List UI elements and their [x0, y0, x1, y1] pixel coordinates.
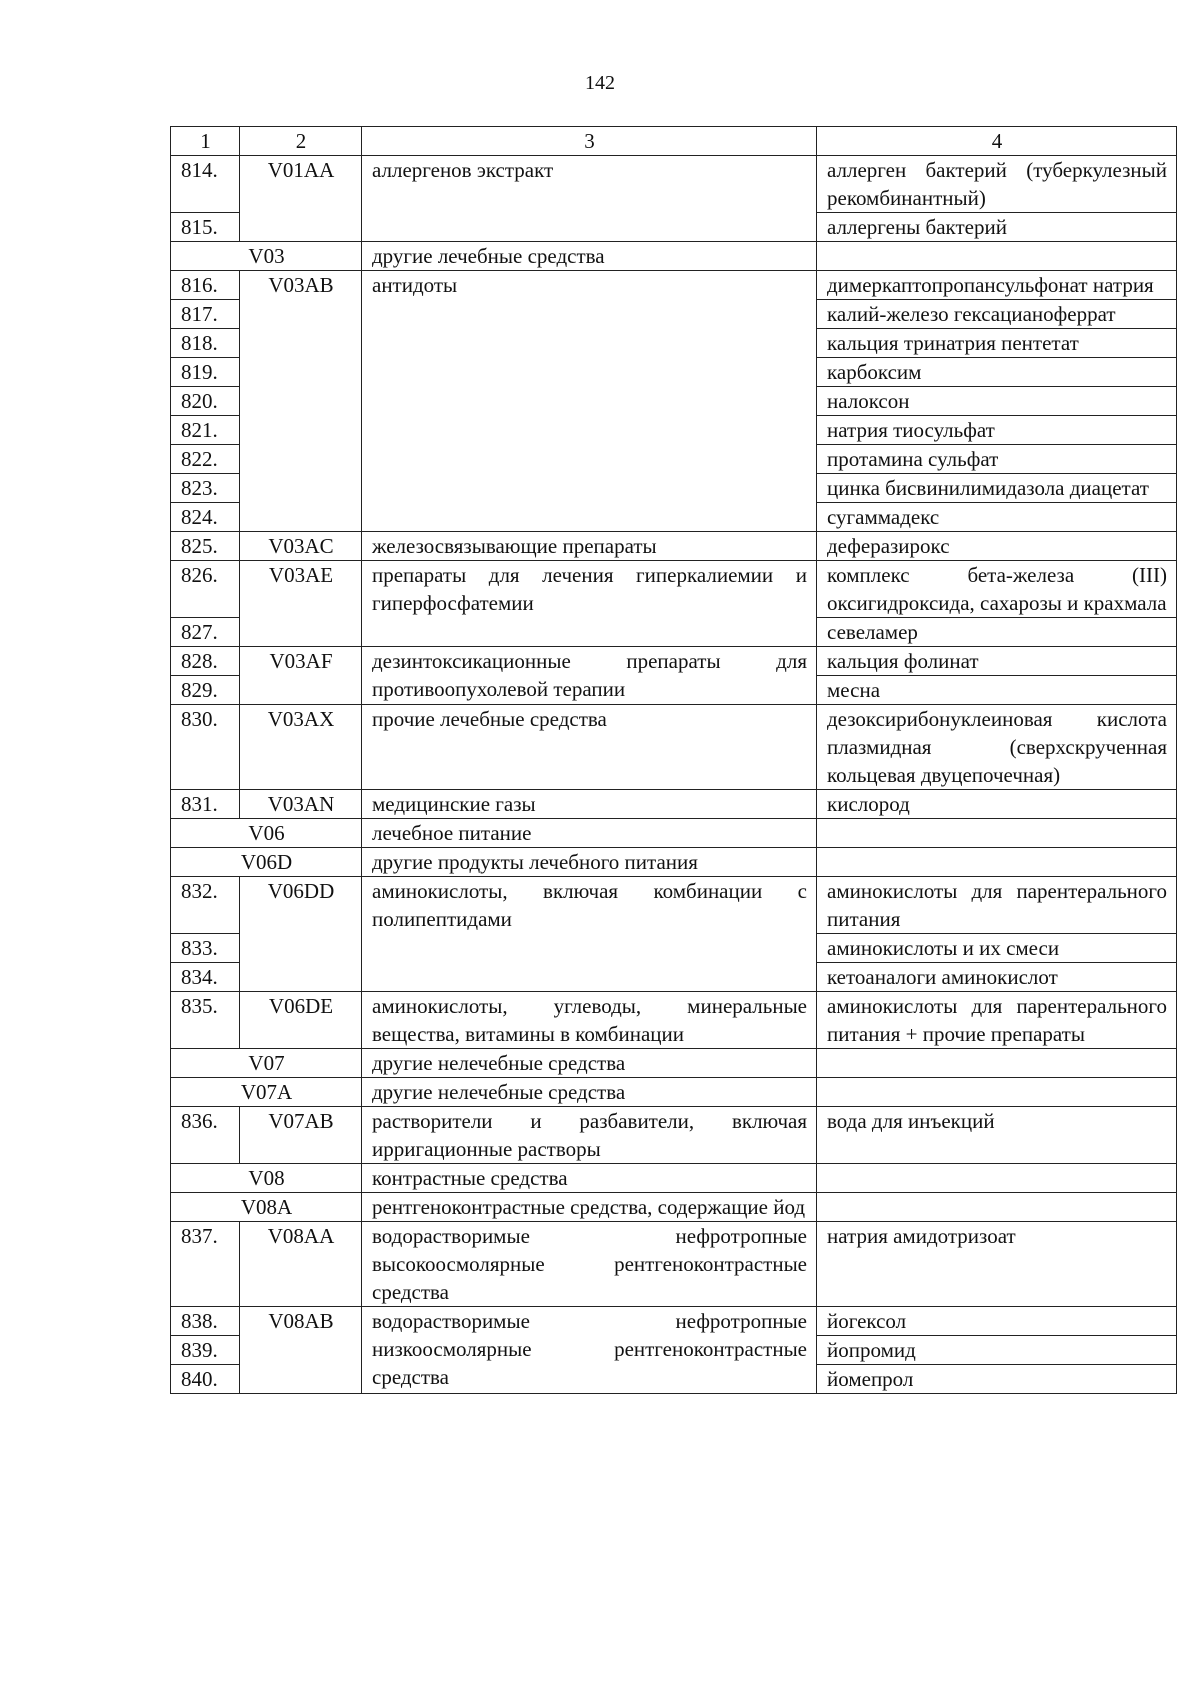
- drug-name: дезоксирибонуклеиновая кислота плазмидная (сверхскрученная кольцевая двуцепочечная): [817, 705, 1177, 790]
- row-number: 823.: [171, 474, 240, 503]
- group-name: железосвязывающие препараты: [362, 532, 817, 561]
- drug-name: деферазирокс: [817, 532, 1177, 561]
- row-number: 827.: [171, 618, 240, 647]
- table-row: [171, 1107, 1177, 1164]
- row-number: 821.: [171, 416, 240, 445]
- drug-name: месна: [817, 676, 1177, 705]
- row-number: 834.: [171, 963, 240, 992]
- drug-name: карбоксим: [817, 358, 1177, 387]
- row-number: 814.: [171, 156, 240, 213]
- section-code: V06D: [171, 848, 362, 877]
- section-row: [171, 1049, 1177, 1078]
- atc-code: V03AE: [240, 561, 362, 647]
- section-name: другие лечебные средства: [362, 242, 817, 271]
- drug-name: димеркаптопропансульфонат натрия: [817, 271, 1177, 300]
- section-row: [171, 1164, 1177, 1193]
- header-cell-2: 2: [240, 127, 362, 156]
- atc-code: V03AC: [240, 532, 362, 561]
- drug-name: аминокислоты и их смеси: [817, 934, 1177, 963]
- drug-name: йогексол: [817, 1307, 1177, 1336]
- section-code: V07A: [171, 1078, 362, 1107]
- group-name: аминокислоты, включая комбинации с полипептидами: [362, 877, 817, 992]
- empty-cell: [817, 1193, 1177, 1222]
- row-number: 829.: [171, 676, 240, 705]
- atc-code: V07AB: [240, 1107, 362, 1164]
- section-code: V08A: [171, 1193, 362, 1222]
- row-number: 837.: [171, 1222, 240, 1307]
- drug-name: кальция тринатрия пентетат: [817, 329, 1177, 358]
- table-row: [171, 647, 1177, 676]
- table-row: [171, 561, 1177, 618]
- section-name: другие продукты лечебного питания: [362, 848, 817, 877]
- drug-name: кислород: [817, 790, 1177, 819]
- empty-cell: [817, 1164, 1177, 1193]
- drug-name: аминокислоты для парентерального питания: [817, 877, 1177, 934]
- table-row: [171, 156, 1177, 213]
- row-number: 831.: [171, 790, 240, 819]
- drug-name: йомепрол: [817, 1365, 1177, 1394]
- row-number: 815.: [171, 213, 240, 242]
- section-code: V08: [171, 1164, 362, 1193]
- header-cell-4: 4: [817, 127, 1177, 156]
- section-name: рентгеноконтрастные средства, содержащие йод: [362, 1193, 817, 1222]
- row-number: 819.: [171, 358, 240, 387]
- header-cell-1: 1: [171, 127, 240, 156]
- section-name: лечебное питание: [362, 819, 817, 848]
- section-name: другие нелечебные средства: [362, 1078, 817, 1107]
- group-name: прочие лечебные средства: [362, 705, 817, 790]
- section-row: [171, 848, 1177, 877]
- empty-cell: [817, 242, 1177, 271]
- drug-name: протамина сульфат: [817, 445, 1177, 474]
- row-number: 826.: [171, 561, 240, 618]
- group-name: антидоты: [362, 271, 817, 532]
- section-row: [171, 1193, 1177, 1222]
- row-number: 840.: [171, 1365, 240, 1394]
- group-name: дезинтоксикационные препараты для противоопухолевой терапии: [362, 647, 817, 705]
- group-name: водорастворимые нефротропные низкоосмолярные рентгеноконтрастные средства: [362, 1307, 817, 1394]
- drug-name: калий-железо гексацианоферрат: [817, 300, 1177, 329]
- drug-name: кальция фолинат: [817, 647, 1177, 676]
- section-row: [171, 819, 1177, 848]
- drug-name: севеламер: [817, 618, 1177, 647]
- group-name: растворители и разбавители, включая ирригационные растворы: [362, 1107, 817, 1164]
- section-name: контрастные средства: [362, 1164, 817, 1193]
- drug-name: комплекс бета-железа (III) оксигидроксида, сахарозы и крахмала: [817, 561, 1177, 618]
- row-number: 816.: [171, 271, 240, 300]
- row-number: 838.: [171, 1307, 240, 1336]
- table-row: [171, 790, 1177, 819]
- table-row: [171, 532, 1177, 561]
- group-name: медицинские газы: [362, 790, 817, 819]
- row-number: 830.: [171, 705, 240, 790]
- group-name: водорастворимые нефротропные высокоосмолярные рентгеноконтрастные средства: [362, 1222, 817, 1307]
- table-row: [171, 1222, 1177, 1307]
- drug-name: аминокислоты для парентерального питания + прочие препараты: [817, 992, 1177, 1049]
- row-number: 817.: [171, 300, 240, 329]
- drug-name: натрия тиосульфат: [817, 416, 1177, 445]
- table-row: [171, 877, 1177, 934]
- table-row: [171, 1307, 1177, 1336]
- drug-name: сугаммадекс: [817, 503, 1177, 532]
- section-code: V03: [171, 242, 362, 271]
- page-number: 142: [585, 72, 615, 94]
- atc-code: V08AB: [240, 1307, 362, 1394]
- table-row: [171, 705, 1177, 790]
- row-number: 825.: [171, 532, 240, 561]
- drug-name: аллергены бактерий: [817, 213, 1177, 242]
- row-number: 824.: [171, 503, 240, 532]
- row-number: 820.: [171, 387, 240, 416]
- table-row: [171, 271, 1177, 300]
- empty-cell: [817, 1049, 1177, 1078]
- row-number: 836.: [171, 1107, 240, 1164]
- atc-code: V01AA: [240, 156, 362, 242]
- atc-code: V06DD: [240, 877, 362, 992]
- section-code: V07: [171, 1049, 362, 1078]
- drug-name: кетоаналоги аминокислот: [817, 963, 1177, 992]
- group-name: аминокислоты, углеводы, минеральные вещества, витамины в комбинации: [362, 992, 817, 1049]
- row-number: 818.: [171, 329, 240, 358]
- section-code: V06: [171, 819, 362, 848]
- row-number: 835.: [171, 992, 240, 1049]
- section-name: другие нелечебные средства: [362, 1049, 817, 1078]
- drug-name: йопромид: [817, 1336, 1177, 1365]
- empty-cell: [817, 1078, 1177, 1107]
- row-number: 833.: [171, 934, 240, 963]
- drug-name: цинка бисвинилимидазола диацетат: [817, 474, 1177, 503]
- atc-code: V03AN: [240, 790, 362, 819]
- drug-name: натрия амидотризоат: [817, 1222, 1177, 1307]
- empty-cell: [817, 848, 1177, 877]
- empty-cell: [817, 819, 1177, 848]
- row-number: 828.: [171, 647, 240, 676]
- atc-code: V03AB: [240, 271, 362, 532]
- drug-name: налоксон: [817, 387, 1177, 416]
- atc-code: V06DE: [240, 992, 362, 1049]
- header-row: [171, 127, 1177, 156]
- atc-code: V03AX: [240, 705, 362, 790]
- atc-code: V08AA: [240, 1222, 362, 1307]
- row-number: 832.: [171, 877, 240, 934]
- drug-name: аллерген бактерий (туберкулезный рекомбинантный): [817, 156, 1177, 213]
- group-name: препараты для лечения гиперкалиемии и гиперфосфатемии: [362, 561, 817, 647]
- row-number: 822.: [171, 445, 240, 474]
- group-name: аллергенов экстракт: [362, 156, 817, 242]
- drug-name: вода для инъекций: [817, 1107, 1177, 1164]
- header-cell-3: 3: [362, 127, 817, 156]
- section-row: [171, 242, 1177, 271]
- row-number: 839.: [171, 1336, 240, 1365]
- section-row: [171, 1078, 1177, 1107]
- table-row: [171, 992, 1177, 1049]
- atc-code: V03AF: [240, 647, 362, 705]
- drug-table: [170, 126, 1177, 1394]
